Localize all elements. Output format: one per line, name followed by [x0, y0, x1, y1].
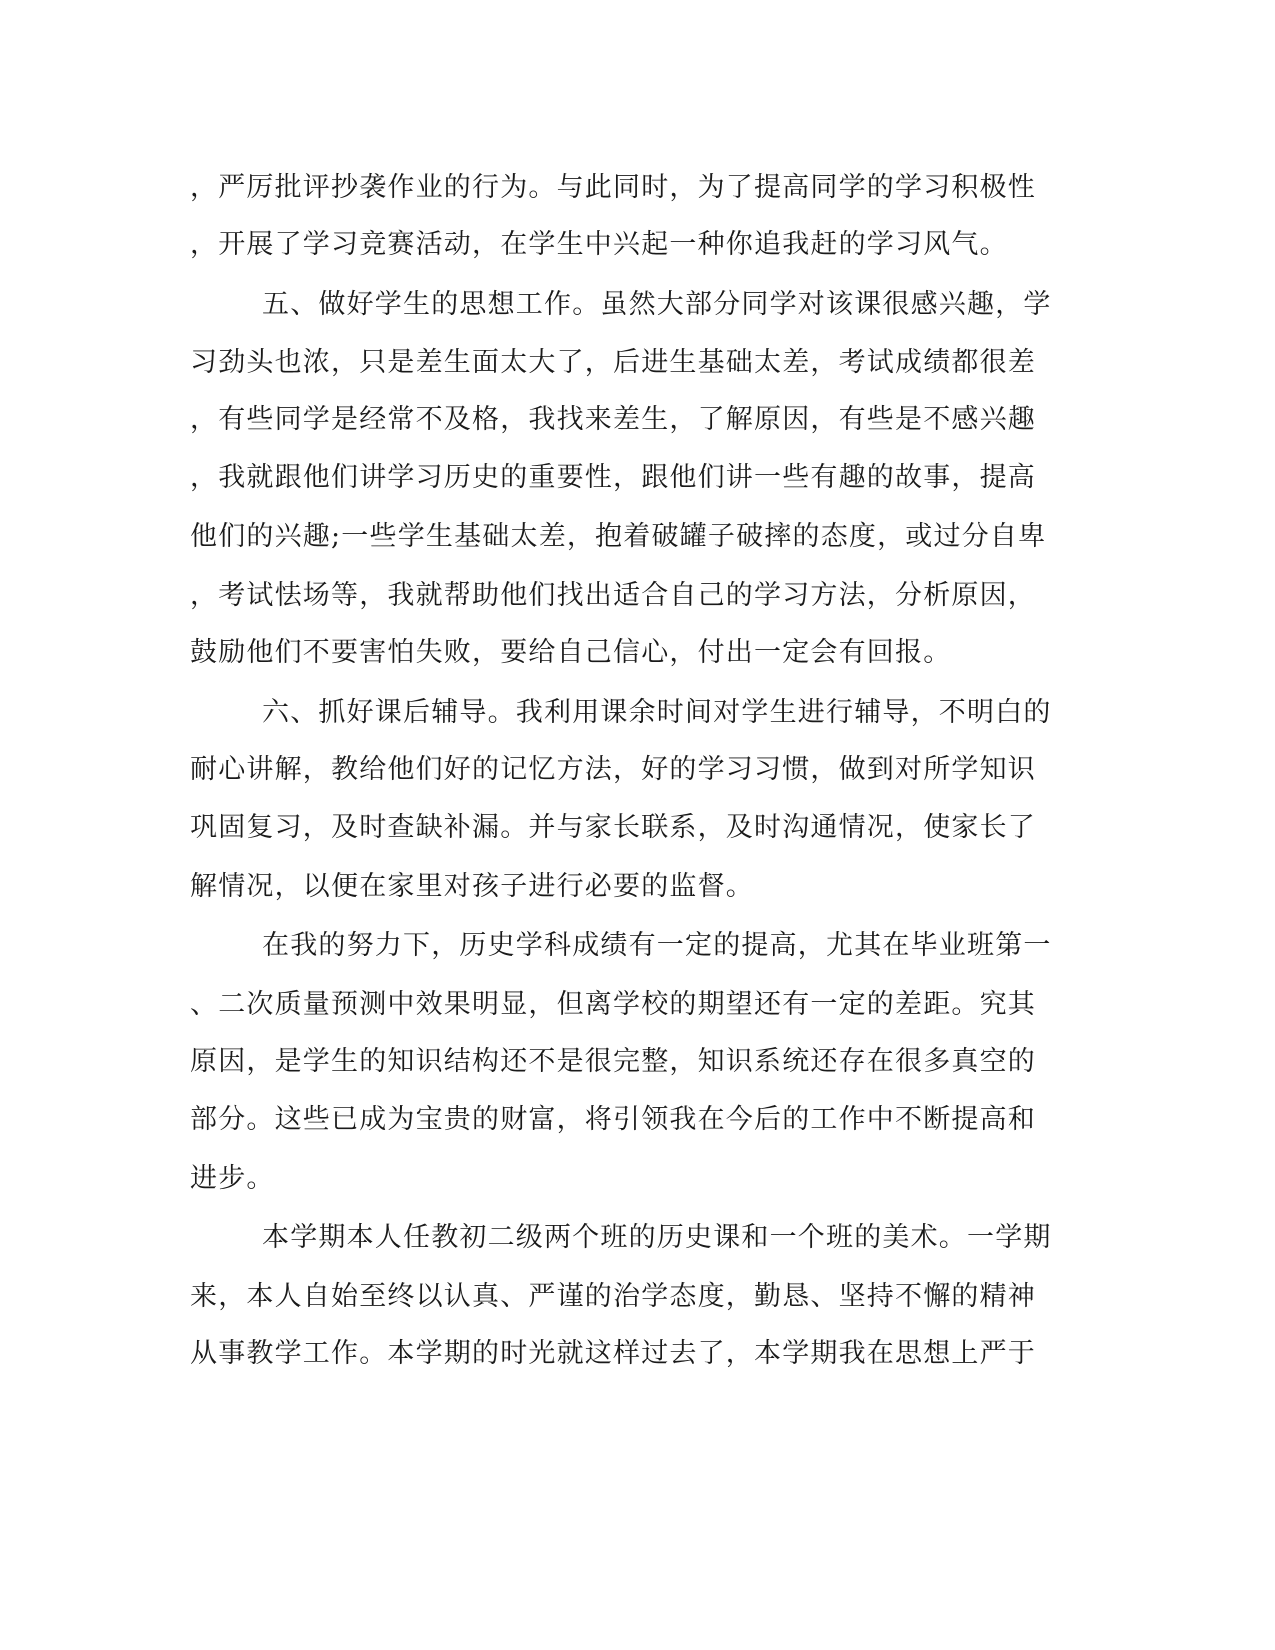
text-line: 来，本人自始至终以认真、严谨的治学态度，勤恳、坚持不懈的精神: [190, 1281, 1036, 1312]
text-line: 进步。: [190, 1163, 275, 1194]
paragraph-start-line: 五、做好学生的思想工作。虽然大部分同学对该课很感兴趣，学: [262, 289, 1052, 320]
text-line: 鼓励他们不要害怕失败，要给自己信心，付出一定会有回报。: [190, 637, 952, 668]
text-line: ，有些同学是经常不及格，我找来差生，了解原因，有些是不感兴趣: [190, 404, 1036, 435]
text-line: 习劲头也浓，只是差生面太大了，后进生基础太差，考试成绩都很差: [190, 347, 1036, 378]
paragraph-start-line: 在我的努力下，历史学科成绩有一定的提高，尤其在毕业班第一: [262, 930, 1052, 961]
text-line: 解情况，以便在家里对孩子进行必要的监督。: [190, 871, 754, 902]
text-line: ，我就跟他们讲学习历史的重要性，跟他们讲一些有趣的故事，提高: [190, 462, 1036, 493]
text-line: 巩固复习，及时查缺补漏。并与家长联系，及时沟通情况，使家长了: [190, 812, 1036, 843]
text-line: 部分。这些已成为宝贵的财富，将引领我在今后的工作中不断提高和: [190, 1104, 1036, 1135]
text-line: 、二次质量预测中效果明显，但离学校的期望还有一定的差距。究其: [190, 989, 1036, 1020]
text-line: 他们的兴趣;一些学生基础太差，抱着破罐子破摔的态度，或过分自卑: [190, 521, 1047, 552]
text-line: 原因，是学生的知识结构还不是很完整，知识系统还存在很多真空的: [190, 1046, 1036, 1077]
text-line: ，开展了学习竞赛活动，在学生中兴起一种你追我赶的学习风气。: [190, 229, 1008, 260]
paragraph-start-line: 六、抓好课后辅导。我利用课余时间对学生进行辅导，不明白的: [262, 697, 1052, 728]
text-line: ，严厉批评抄袭作业的行为。与此同时，为了提高同学的学习积极性: [190, 172, 1036, 203]
text-line: ，考试怯场等，我就帮助他们找出适合自己的学习方法，分析原因，: [190, 580, 1036, 611]
paragraph-start-line: 本学期本人任教初二级两个班的历史课和一个班的美术。一学期: [262, 1222, 1052, 1253]
text-line: 从事教学工作。本学期的时光就这样过去了，本学期我在思想上严于: [190, 1338, 1036, 1369]
text-line: 耐心讲解，教给他们好的记忆方法，好的学习习惯，做到对所学知识: [190, 754, 1036, 785]
